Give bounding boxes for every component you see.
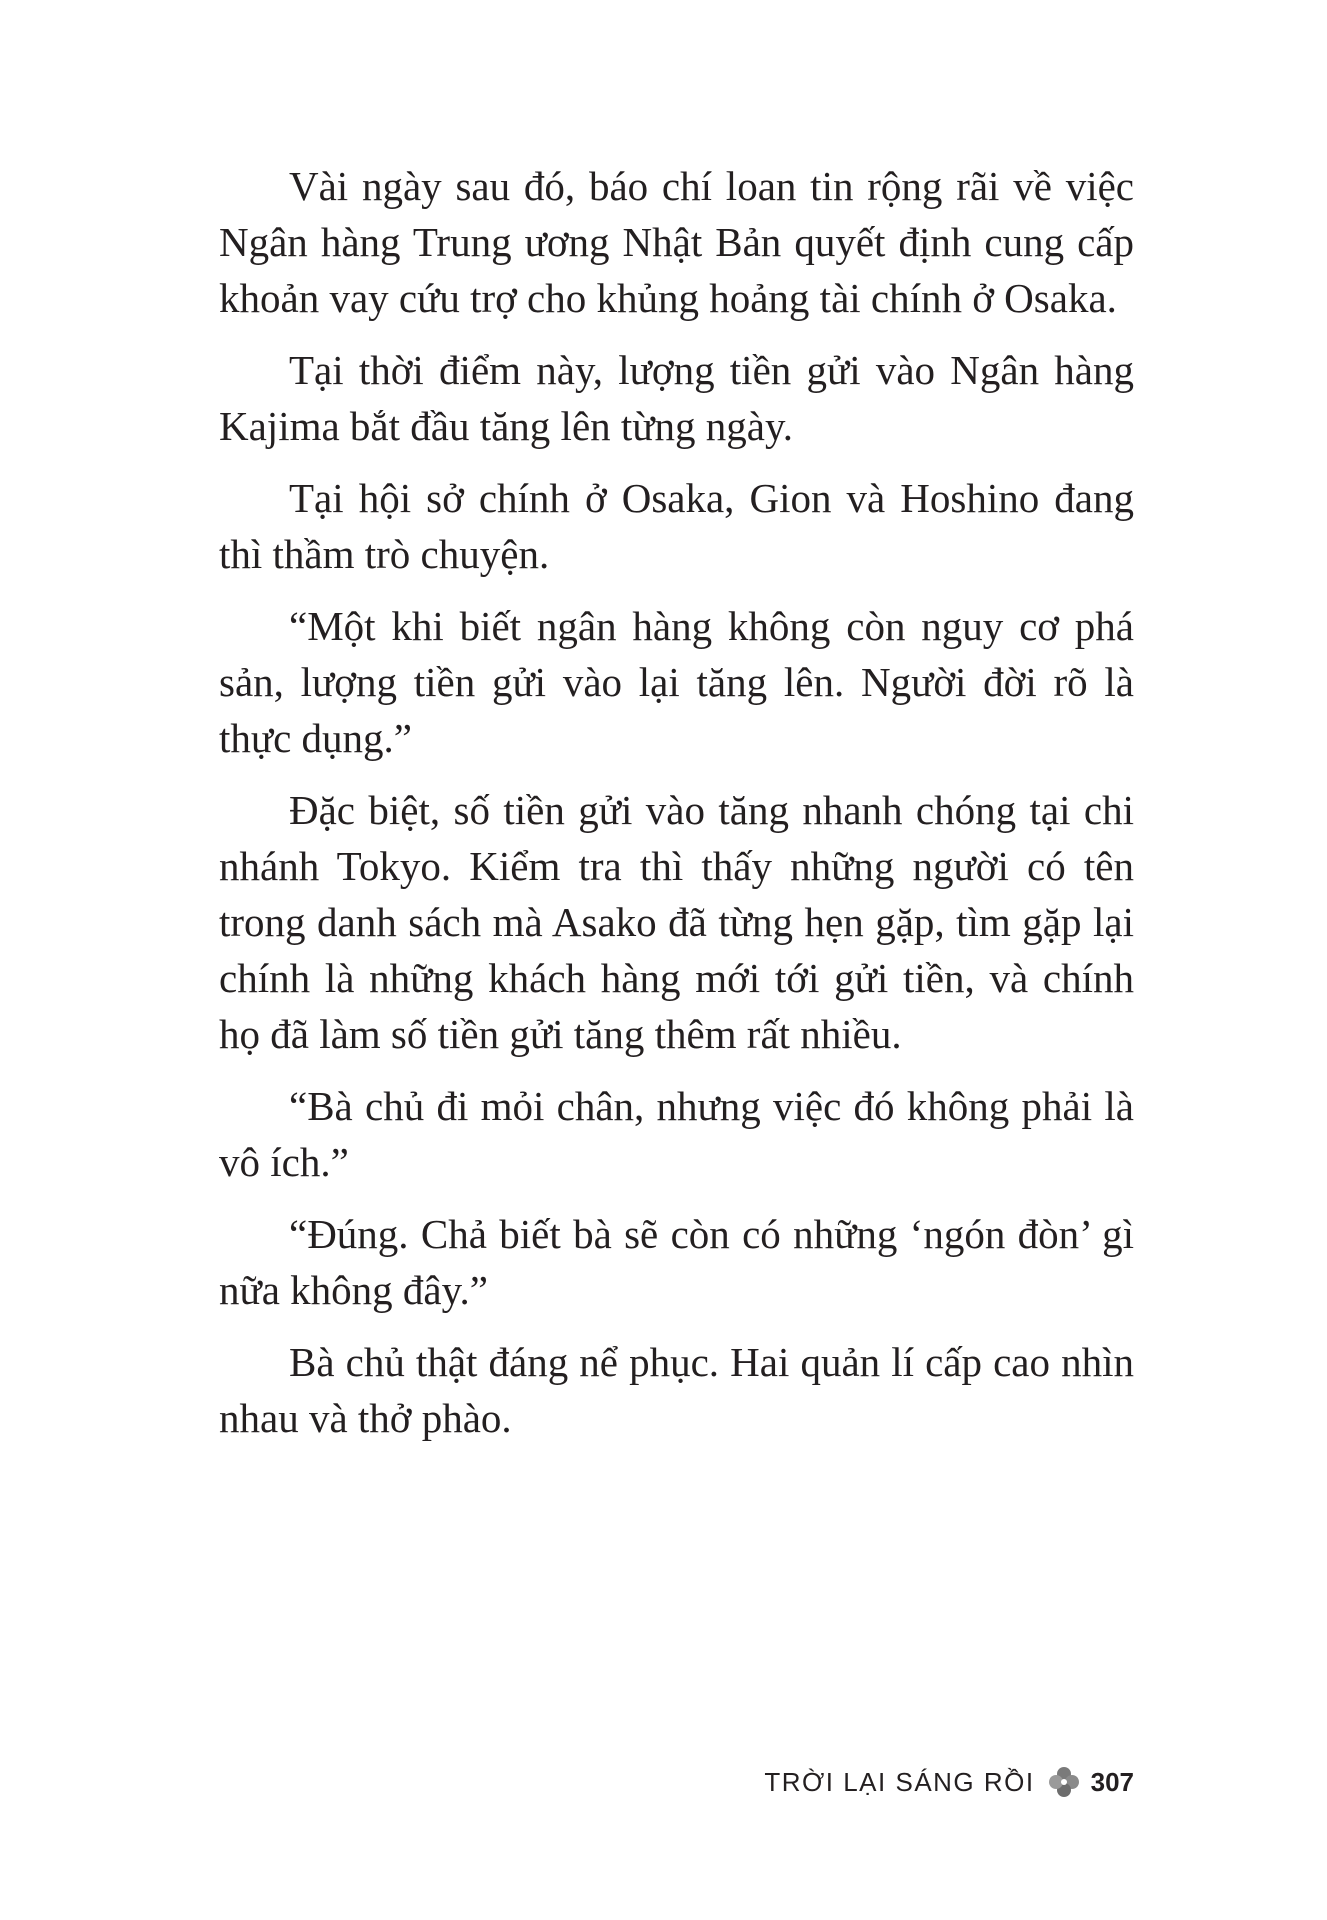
running-title: TRỜI LẠI SÁNG RỒI <box>764 1766 1035 1797</box>
paragraph: “Đúng. Chả biết bà sẽ còn có những ‘ngón đòn’ gì nữa không đây.” <box>219 1211 1134 1313</box>
paragraph: Tại hội sở chính ở Osaka, Gion và Hoshino đang thì thầm trò chuyện. <box>219 475 1134 577</box>
clover-icon <box>1047 1765 1081 1799</box>
paragraph: Tại thời điểm này, lượng tiền gửi vào Ngân hàng Kajima bắt đầu tăng lên từng ngày. <box>219 347 1134 449</box>
paragraph: “Bà chủ đi mỏi chân, nhưng việc đó không phải là vô ích.” <box>219 1083 1134 1185</box>
page-number: 307 <box>1090 1766 1134 1797</box>
paragraph: “Một khi biết ngân hàng không còn nguy cơ phá sản, lượng tiền gửi vào lại tăng lên. Người đời rõ là thực dụng.” <box>219 603 1134 761</box>
page-footer <box>764 1765 1134 1799</box>
paragraph: Vài ngày sau đó, báo chí loan tin rộng rãi về việc Ngân hàng Trung ương Nhật Bản quyết định cung cấp khoản vay cứu trợ cho khủng hoảng tài chính ở Osaka. <box>219 163 1134 321</box>
paragraph: Đặc biệt, số tiền gửi vào tăng nhanh chóng tại chi nhánh Tokyo. Kiểm tra thì thấy những người có tên trong danh sách mà Asako đã từng hẹn gặp, tìm gặp lại chính là những khách hàng mới tới gửi tiền, và chính họ đã làm số tiền gửi tăng thêm rất nhiều. <box>219 787 1134 1057</box>
body-text <box>219 158 1134 1462</box>
paragraph: Bà chủ thật đáng nể phục. Hai quản lí cấp cao nhìn nhau và thở phào. <box>219 1339 1134 1441</box>
